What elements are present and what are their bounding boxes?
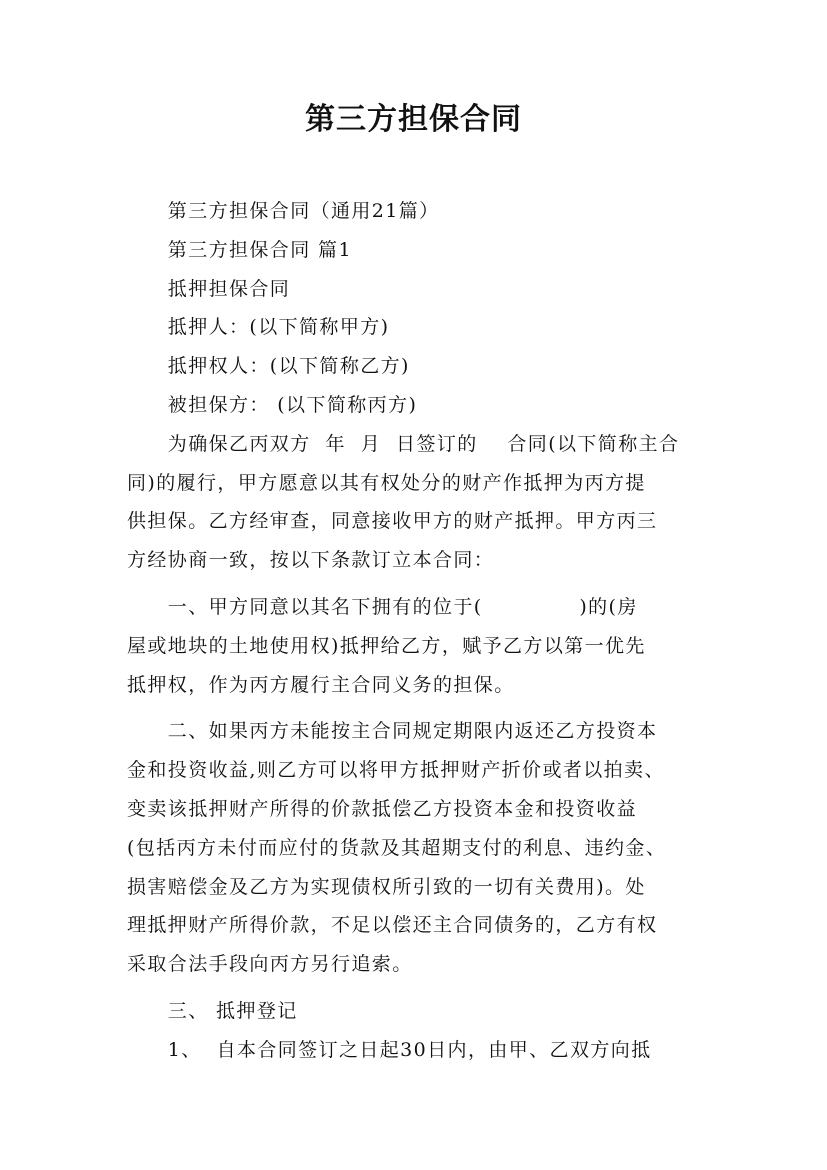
clause-one-line: 屋或地块的土地使用权)抵押给乙方，赋予乙方以第一优先 bbox=[127, 634, 646, 657]
paragraph-line: 同)的履行，甲方愿意以其有权处分的财产作抵押为丙方提 bbox=[127, 471, 646, 494]
party-a-line: 抵押人：(以下简称甲方) bbox=[127, 316, 390, 339]
party-b-line: 抵押权人：(以下简称乙方) bbox=[127, 355, 410, 378]
clause-two-line: (包括丙方未付而应付的货款及其超期支付的利息、违约金、 bbox=[127, 836, 667, 859]
heading-line: 第三方担保合同（通用21篇） bbox=[127, 200, 440, 222]
paragraph-gap bbox=[127, 984, 705, 992]
clause-two-line: 二、如果丙方未能按主合同规定期限内返还乙方投资本 bbox=[127, 720, 658, 743]
paragraph-line: 为确保乙丙双方 年 月 日签订的 合同(以下简称主合 bbox=[127, 432, 680, 455]
party-c-line: 被担保方： (以下简称丙方) bbox=[127, 393, 418, 416]
document-body bbox=[127, 192, 705, 1070]
clause-three-item-line: 1、 自本合同签订之日起30日内，由甲、乙双方向抵 bbox=[127, 1038, 652, 1061]
clause-two-line: 采取合法手段向丙方另行追索。 bbox=[127, 953, 413, 976]
clause-one-line: 一、甲方同意以其名下拥有的位于( )的(房 bbox=[127, 595, 638, 618]
paragraph-line: 供担保。乙方经审查，同意接收甲方的财产抵押。甲方丙三 bbox=[127, 510, 658, 533]
paragraph-gap bbox=[127, 704, 705, 712]
paragraph-line: 方经协商一致，按以下条款订立本合同： bbox=[127, 549, 495, 572]
document-title: 第三方担保合同 bbox=[305, 102, 522, 137]
clause-two-line: 金和投资收益,则乙方可以将甲方抵押财产折价或者以拍卖、 bbox=[127, 759, 665, 782]
clause-one-line: 抵押权，作为丙方履行主合同义务的担保。 bbox=[127, 673, 515, 696]
section-line: 第三方担保合同 篇1 bbox=[127, 238, 352, 261]
contract-name-line: 抵押担保合同 bbox=[127, 277, 291, 300]
clause-three-heading: 三、 抵押登记 bbox=[127, 999, 298, 1022]
paragraph-gap bbox=[127, 580, 705, 588]
clause-two-line: 理抵押财产所得价款，不足以偿还主合同债务的，乙方有权 bbox=[127, 914, 658, 937]
clause-two-line: 变卖该抵押财产所得的价款抵偿乙方投资本金和投资收益 bbox=[127, 797, 638, 820]
clause-two-line: 损害赔偿金及乙方为实现债权所引致的一切有关费用)。处 bbox=[127, 875, 646, 898]
